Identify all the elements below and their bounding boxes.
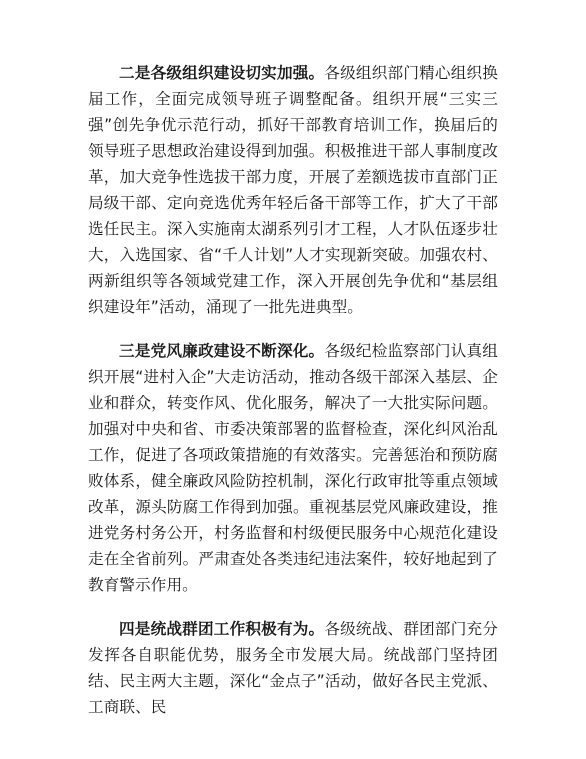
paragraph-text: 各级组织部门精心组织换届工作，全面完成领导班子调整配备。组织开展“三实三强”创先争优示范行动，抓好干部教育培训工作，换届后的领导班子思想政治建设得到加强。积极推进干部人事制度改革，加大竞争性选拔干部力度，开展了差额选拔市直部门正局级干部、定向竞选优秀年轻后备干部等工作，扩大了干部选任民主。深入实施南太湖系列引才工程，人才队伍逐步壮大，入选国家、省“千人计划”人才实现新突破。加强农村、两新组织等各领域党建工作，深入开展创先争优和“基层组织建设年”活动，涌现了一批先进典型。 [88,64,498,316]
paragraph-united-front [88,616,498,720]
paragraph-lead: 二是各级组织建设切实加强。 [119,64,325,82]
paragraph-integrity [88,338,498,598]
document-body [88,60,498,720]
paragraph-text: 各级纪检监察部门认真组织开展“进村入企”大走访活动，推动各级干部深入基层、企业和群众，转变作风、优化服务，解决了一大批实际问题。加强对中央和省、市委决策部署的监督检查，深化纠风治乱工作，促进了各项政策措施的有效落实。完善惩治和预防腐败体系，健全廉政风险防控机制，深化行政审批等重点领域改革，源头防腐工作得到加强。重视基层党风廉政建设，推进党务村务公开，村务监督和村级便民服务中心规范化建设走在全省前列。严肃查处各类违纪违法案件，较好地起到了教育警示作用。 [88,342,498,594]
paragraph-organization [88,60,498,320]
paragraph-lead: 三是党风廉政建设不断深化。 [119,342,325,360]
paragraph-lead: 四是统战群团工作积极有为。 [119,620,325,638]
paragraph-text: 各级统战、群团部门充分发挥各自职能优势，服务全市发展大局。统战部门坚持团结、民主两大主题，深化“金点子”活动，做好各民主党派、工商联、民 [88,620,498,716]
